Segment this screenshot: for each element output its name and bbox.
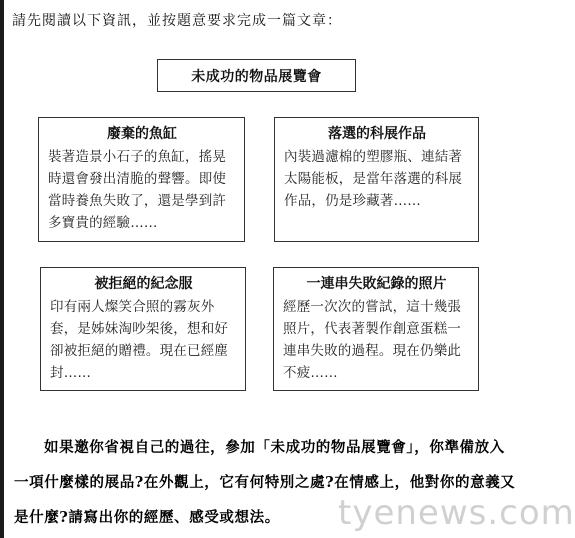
exhibit-card-title: 廢棄的魚缸 <box>107 126 177 142</box>
exhibit-card-body: 經歷一次次的嘗試，這十幾張照片，代表著製作創意蛋糕一連串失敗的過程。現在仍樂此不疲…… <box>283 299 462 381</box>
exhibit-card-body: 裝著造景小石子的魚缸，搖晃時還會發出清脆的聲響。即使當時養魚失敗了，還是學到許多寶貴的經驗…… <box>48 149 227 231</box>
exhibit-card-title: 一連串失敗紀錄的照片 <box>306 276 447 292</box>
essay-prompt: 如果邀你省視自己的過往，參加「未成功的物品展覽會」，你準備放入一項什麼樣的展品?在外觀上，它有何特別之處?在情感上，他對你的意義又是什麼?請寫出你的經歷、感受或想法。 <box>14 439 516 526</box>
instruction-text: 請先閱讀以下資訊，並按題意要求完成一篇文章： <box>12 13 342 29</box>
exhibition-title-box: 未成功的物品展覽會 <box>157 59 356 92</box>
exhibit-card-title: 被拒絕的紀念服 <box>94 276 193 292</box>
left-border-bar <box>0 0 4 538</box>
exhibit-card-failure-photos <box>273 267 479 391</box>
exhibit-card-body: 內裝過濾棉的塑膠瓶、連結著太陽能板，是當年落選的科展作品，仍是珍藏著…… <box>284 149 463 209</box>
exhibit-card-fish-tank <box>38 117 245 242</box>
exhibit-card-rejected-jacket <box>40 267 246 391</box>
exhibit-card-science-project <box>274 117 479 242</box>
exhibit-card-body: 印有兩人燦笑合照的霧灰外套，是姊妹淘吵架後，想和好卻被拒絕的贈禮。現在已經塵封…… <box>50 299 229 381</box>
site-watermark: tyenews.com <box>338 493 575 533</box>
exhibit-card-title: 落選的科展作品 <box>328 126 426 142</box>
